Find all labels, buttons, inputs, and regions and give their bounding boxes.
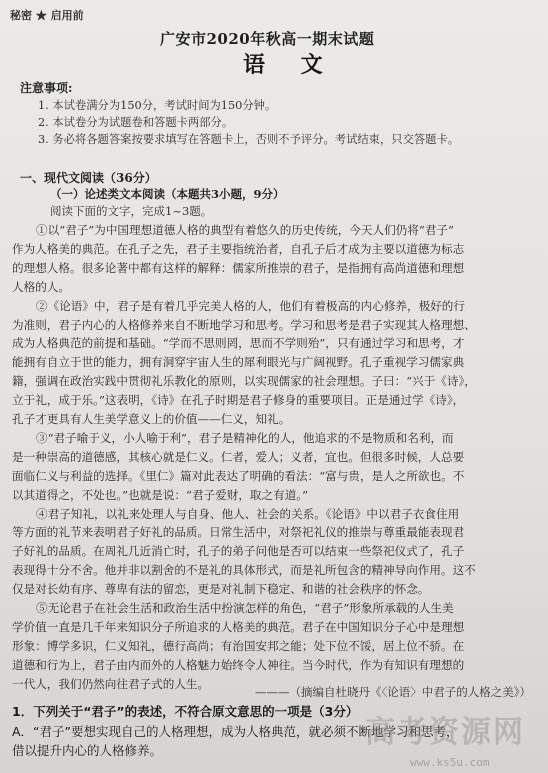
option-a: A．“君子”要想实现自己的人格理想，成为人格典范，就必须不断地学习和思考，: [12, 724, 459, 739]
passage-line: ③“君子喻于义，小人喻于利”，君子是精神化的人，他追求的不是物质和名利，而: [36, 430, 454, 445]
notice-heading: 注意事项:: [20, 81, 73, 95]
passage-line: 面临仁义与利益的选择。《里仁》篇对此表达了明确的看法：“富与贵，是人之所欲也。不: [12, 468, 465, 483]
subject-title: 语 文: [243, 52, 337, 78]
passage-line: ⑤无论君子在社会生活和政治生活中扮演怎样的角色，“君子”形象所承载的人生美: [36, 601, 454, 615]
passage-line: 能拥有自立于世的能力，拥有洞穿宇宙人生的犀利眼光与广阔视野。孔子重视学习儒家典: [12, 355, 465, 370]
passage-line: ④君子知礼，以礼来处理人与自身、他人、社会的关系。《论语》中以君子衣食住用: [36, 506, 460, 521]
passage-line: 仅是对长幼有序、尊卑有法的留恋，更是对礼制下稳定、和谐的社会秩序的怀念。: [12, 582, 430, 597]
notice-item: 1. 本试卷满分为150分，考试时间为150分钟。: [38, 99, 277, 112]
option-a-continued: 借以提升内心的人格修养。: [12, 743, 163, 758]
passage-line: ②《论语》中，君子是有着几乎完美人格的人，他们有着极高的内心修养，极好的行: [36, 298, 465, 313]
passage-source: ———（摘编自杜晓丹《〈论语〉中君子的人格之美》）: [255, 685, 531, 699]
reading-instruction: 阅读下面的文字，完成1~3题。: [50, 204, 213, 218]
secret-label: 秘密 ★ 启用前: [10, 9, 84, 22]
passage-line: 人格的人。: [12, 279, 70, 294]
passage-line: 成为人格典范的前提和基础。“学而不思则罔，思而不学则殆”，只有通过学习和思考，才: [12, 336, 465, 351]
watermark-logo: 高考资源网: [365, 715, 525, 750]
question-stem: 1．下列关于“君子”的表述，不符合原文意思的一项是（3分）: [12, 704, 359, 719]
passage-line: 表现得十分不舍。他并非以割舍的不是礼的具体形式，而是礼所包含的精神导向作用。这不: [12, 563, 476, 578]
passage-line: 为准则，君子内心的人格修养来自不断地学习和思考。学习和思考是君子实现其人格理想、: [12, 317, 476, 332]
passage-line: 等方面的礼节来表明君子好礼的品质。日常生活中，对祭祀礼仪的推崇与尊重最能表现君: [12, 525, 465, 540]
passage-line: 学价值一直是几千年来知识分子所追求的人格美的典范。君子在中国知识分子心中是理想: [12, 619, 465, 634]
passage-line: ①以“君子”为中国理想道德人格的典型有着悠久的历史传统，今天人们仍将“君子”: [36, 223, 454, 237]
passage-line: 以其道得之，不处也。”也就是说：“君子爱财，取之有道。”: [12, 487, 309, 502]
notice-item: 2. 本试卷分为试题卷和答题卡两部分。: [38, 116, 234, 129]
watermark-url: www.ks5u.com: [410, 756, 490, 769]
passage-line: 一代人，我们仍然向往君子式的人生。: [12, 676, 210, 691]
exam-title: 广安市2020年秋高一期末试题: [160, 30, 375, 48]
passage-line: 的理想人格。很多论著中都有这样的解释：儒家所推崇的君子，是指拥有高尚道德和理想: [12, 260, 465, 275]
passage-line: 道德和行为上，君子由内而外的人格魅力始终令人神往。当今时代，作为有知识有理想的: [12, 657, 465, 672]
passage-line: 形象：博学多识，仁义知礼，德行高尚；有治国安邦之能；处下位不馁，居上位不骄。在: [12, 638, 465, 653]
passage-line: 子好礼的品质。在周礼几近消亡时，孔子的弟子问他是否可以结束一些祭祀仪式了，孔子: [12, 544, 465, 559]
passage-line: 作为人格美的典范。在孔子之先，君子主要指统治者，自孔子后才成为主要以道德为标志: [12, 241, 465, 256]
passage-line: 籍，强调在政治实践中贯彻礼乐教化的原则，以实现儒家的社会理想。子曰：“兴于《诗》，: [12, 374, 476, 389]
section-subheading: （一）论述类文本阅读（本题共3小题，9分）: [50, 187, 285, 201]
notice-item: 3. 务必将各题答案按要求填写在答题卡上，否则不予评分。考试结束，只交答题卡。: [38, 133, 460, 146]
passage-line: 立于礼，成于乐。”这表明，《诗》在孔子时期是君子修身的重要项目。正是通过学《诗》，: [12, 393, 465, 408]
section-heading: 一、现代文阅读（36分）: [20, 171, 157, 185]
passage-line: 是一种崇高的道德感，其核心就是仁义。仁者，爱人；义者，宜也。但很多时候，人总要: [12, 449, 465, 464]
passage-line: 孔子才更具有人生美学意义上的价值——仁义，知礼。: [12, 412, 291, 426]
